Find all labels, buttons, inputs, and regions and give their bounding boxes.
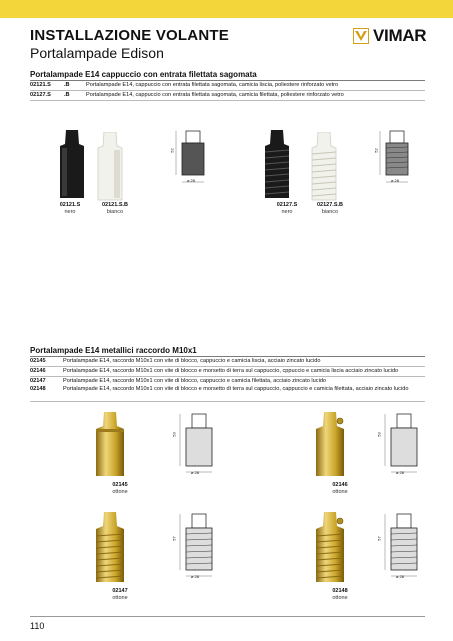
row-divider	[30, 100, 425, 101]
row-suffix: .B	[64, 82, 70, 88]
dim-diameter: ⌀ 28	[191, 574, 199, 579]
footer-rule	[30, 616, 425, 617]
row-divider	[30, 366, 425, 367]
dimension-drawing	[170, 412, 230, 482]
row-desc: Portalampade E14, cappuccio con entrata filettata sagomata, camicia filettata, poliestere rinforzato vetro	[86, 92, 344, 98]
row-divider	[30, 90, 425, 91]
lampholder-brass-smooth-terminal	[312, 412, 348, 478]
section1-rule	[30, 80, 425, 81]
dim-height: 57	[376, 536, 382, 541]
page-number: 110	[30, 621, 45, 631]
section1-title: Portalampade E14 cappuccio con entrata filettata sagomata	[30, 70, 257, 79]
lampholder-brass-threaded-terminal	[312, 512, 348, 584]
section2-rule	[30, 356, 425, 357]
brand-logo	[353, 26, 426, 46]
product-caption: 02148 ottone	[332, 588, 348, 601]
lampholder-white-smooth	[96, 132, 124, 202]
row-suffix: .B	[64, 92, 70, 98]
row-desc: Portalampade E14, raccordo M10x1 con vite di blocco, cappuccio e camicia filettata, acciaio zincato lucido	[63, 378, 327, 384]
dim-diameter: ⌀ 28	[396, 574, 404, 579]
row-code: 02147	[30, 378, 46, 384]
product-caption: 02145 ottone	[112, 482, 128, 495]
row-desc: Portalampade E14, raccordo M10x1 con vite di blocco e morsetto di terra sul cappuccio, cappuccio e camicia filettata, acciaio zincato lucido	[63, 386, 409, 392]
row-code: 02148	[30, 386, 46, 392]
product-caption: 02147 ottone	[112, 588, 128, 601]
dimension-drawing	[168, 128, 224, 190]
product-caption: 02121.S.B bianco	[102, 202, 128, 215]
row-code: 02121.S	[30, 82, 51, 88]
dim-height: 57	[171, 536, 177, 541]
lampholder-white-threaded	[310, 132, 338, 202]
product-caption: 02121.S nero	[59, 202, 81, 215]
page-title: INSTALLAZIONE VOLANTE	[30, 27, 229, 44]
dim-height: 53	[376, 432, 382, 437]
dim-diameter: ⌀ 28	[187, 178, 195, 183]
dim-diameter: ⌀ 28	[191, 470, 199, 475]
vimar-logo-icon	[353, 28, 369, 44]
dimension-drawing	[170, 512, 230, 588]
row-divider	[30, 376, 425, 377]
lampholder-brass-threaded	[92, 512, 128, 584]
row-divider	[30, 401, 425, 402]
row-code: 02146	[30, 368, 46, 374]
dim-height: 52	[373, 148, 379, 153]
dim-diameter: ⌀ 28	[391, 178, 399, 183]
dimension-drawing	[375, 412, 435, 482]
row-code: 02127.S	[30, 92, 51, 98]
lampholder-black-smooth	[58, 130, 86, 200]
lampholder-black-threaded	[263, 130, 291, 200]
dim-diameter: ⌀ 28	[396, 470, 404, 475]
product-caption: 02127.S.B bianco	[317, 202, 343, 215]
row-desc: Portalampade E14, cappuccio con entrata filettata sagomata, camicia liscia, poliestere rinforzato vetro	[86, 82, 339, 88]
row-code: 02145	[30, 358, 46, 364]
dim-height: 53	[171, 432, 177, 437]
brand-name: VIMAR	[373, 26, 427, 45]
page-subtitle: Portalampade Edison	[30, 45, 164, 61]
dimension-drawing	[372, 128, 428, 190]
lampholder-brass-smooth	[92, 412, 128, 478]
row-desc: Portalampade E14, raccordo M10x1 con vite di blocco e morsetto di terra sul cappuccio, cppuccio e camicia liscia acciaio zincato lucido	[63, 368, 399, 374]
row-desc: Portalampade E14, raccordo M10x1 con vite di blocco, cappuccio e camicia liscia, acciaio zincato lucido	[63, 358, 321, 364]
product-caption: 02146 ottone	[332, 482, 348, 495]
header-accent-bar	[0, 0, 453, 18]
dimension-drawing	[375, 512, 435, 588]
dim-height: 52	[169, 148, 175, 153]
product-caption: 02127.S nero	[276, 202, 298, 215]
section2-title: Portalampade E14 metallici raccordo M10x1	[30, 346, 197, 355]
